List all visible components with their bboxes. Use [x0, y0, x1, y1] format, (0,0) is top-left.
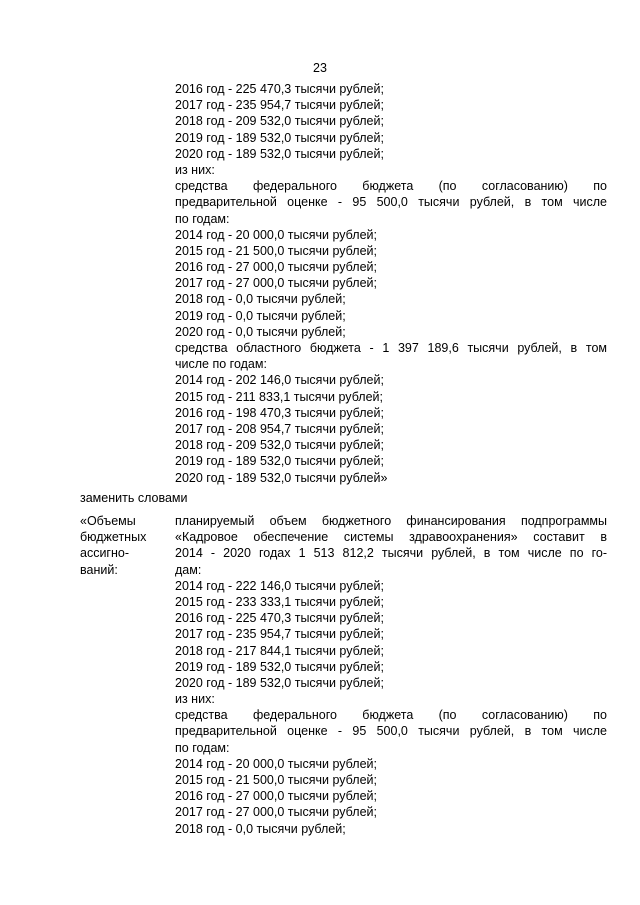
federal-year-line: 2020 год - 0,0 тысячи рублей; — [175, 324, 346, 339]
regional-year-line: 2016 год - 198 470,3 тысячи рублей; — [175, 405, 384, 420]
federal-year-line: 2017 год - 27 000,0 тысячи рублей; — [175, 805, 377, 820]
total-year-line: 2014 год - 222 146,0 тысячи рублей; — [175, 578, 384, 593]
federal-year-line: 2018 год - 0,0 тысячи рублей; — [175, 821, 346, 836]
total-year-line: 2020 год - 189 532,0 тысячи рублей; — [175, 675, 384, 690]
total-year-line: 2019 год - 189 532,0 тысячи рублей; — [175, 659, 384, 674]
total-year-line: 2016 год - 225 470,3 тысячи рублей; — [175, 82, 384, 96]
federal-intro-line: средства федерального бюджета (по согласованию) по — [175, 179, 607, 194]
intro-line: «Кадровое обеспечение системы здравоохранения» составит в — [175, 530, 607, 545]
intro-line: 2014 - 2020 годах 1 513 812,2 тысячи рублей, в том числе по го- — [175, 546, 607, 561]
regional-year-line: 2017 год - 208 954,7 тысячи рублей; — [175, 421, 384, 436]
regional-year-line: 2020 год - 189 532,0 тысячи рублей» — [175, 470, 388, 485]
federal-intro-line: средства федерального бюджета (по согласованию) по — [175, 708, 607, 723]
previous-text-block — [175, 81, 607, 486]
federal-year-line: 2014 год - 20 000,0 тысячи рублей; — [175, 227, 377, 242]
regional-year-line: 2015 год - 211 833,1 тысячи рублей; — [175, 389, 383, 404]
federal-year-line: 2015 год - 21 500,0 тысячи рублей; — [175, 243, 377, 258]
section-label-line: бюджетных — [80, 530, 147, 545]
regional-year-line: 2019 год - 189 532,0 тысячи рублей; — [175, 454, 384, 469]
replace-phrase: заменить словами — [80, 491, 188, 505]
new-text-block — [175, 513, 607, 837]
federal-year-line: 2015 год - 21 500,0 тысячи рублей; — [175, 773, 377, 787]
federal-year-line: 2019 год - 0,0 тысячи рублей; — [175, 308, 346, 323]
federal-year-line: 2017 год - 27 000,0 тысячи рублей; — [175, 276, 377, 291]
federal-year-line: 2014 год - 20 000,0 тысячи рублей; — [175, 756, 377, 771]
intro-line: планируемый объем бюджетного финансирования подпрограммы — [175, 514, 607, 528]
regional-year-line: 2018 год - 209 532,0 тысячи рублей; — [175, 438, 384, 453]
federal-year-line: 2018 год - 0,0 тысячи рублей; — [175, 292, 346, 307]
federal-intro-line: предварительной оценке - 95 500,0 тысячи рублей, в том числе — [175, 195, 607, 210]
section-label-line: «Объемы — [80, 514, 136, 528]
total-year-line: 2018 год - 217 844,1 тысячи рублей; — [175, 643, 384, 658]
section-label-line: ассигно- — [80, 546, 130, 561]
regional-intro-line: числе по годам: — [175, 357, 267, 372]
total-year-line: 2019 год - 189 532,0 тысячи рублей; — [175, 130, 384, 145]
federal-year-line: 2016 год - 27 000,0 тысячи рублей; — [175, 789, 377, 804]
section-label-line: ваний: — [80, 562, 118, 577]
total-year-line: 2018 год - 209 532,0 тысячи рублей; — [175, 114, 384, 129]
total-year-line: 2017 год - 235 954,7 тысячи рублей; — [175, 98, 384, 113]
of-them-label: из них: — [175, 162, 215, 177]
regional-year-line: 2014 год - 202 146,0 тысячи рублей; — [175, 373, 384, 388]
total-year-line: 2016 год - 225 470,3 тысячи рублей; — [175, 611, 384, 626]
federal-intro-line: по годам: — [175, 211, 230, 226]
federal-intro-line: по годам: — [175, 740, 230, 755]
federal-intro-line: предварительной оценке - 95 500,0 тысячи рублей, в том числе — [175, 724, 607, 739]
page-number: 23 — [313, 61, 327, 75]
of-them-label: из них: — [175, 692, 215, 707]
total-year-line: 2015 год - 233 333,1 тысячи рублей; — [175, 594, 384, 609]
total-year-line: 2017 год - 235 954,7 тысячи рублей; — [175, 627, 384, 642]
section-label — [80, 513, 168, 578]
regional-intro-line: средства областного бюджета - 1 397 189,6 тысячи рублей, в том — [175, 341, 607, 355]
federal-year-line: 2016 год - 27 000,0 тысячи рублей; — [175, 260, 377, 275]
intro-line: дам: — [175, 562, 202, 577]
total-year-line: 2020 год - 189 532,0 тысячи рублей; — [175, 146, 384, 161]
